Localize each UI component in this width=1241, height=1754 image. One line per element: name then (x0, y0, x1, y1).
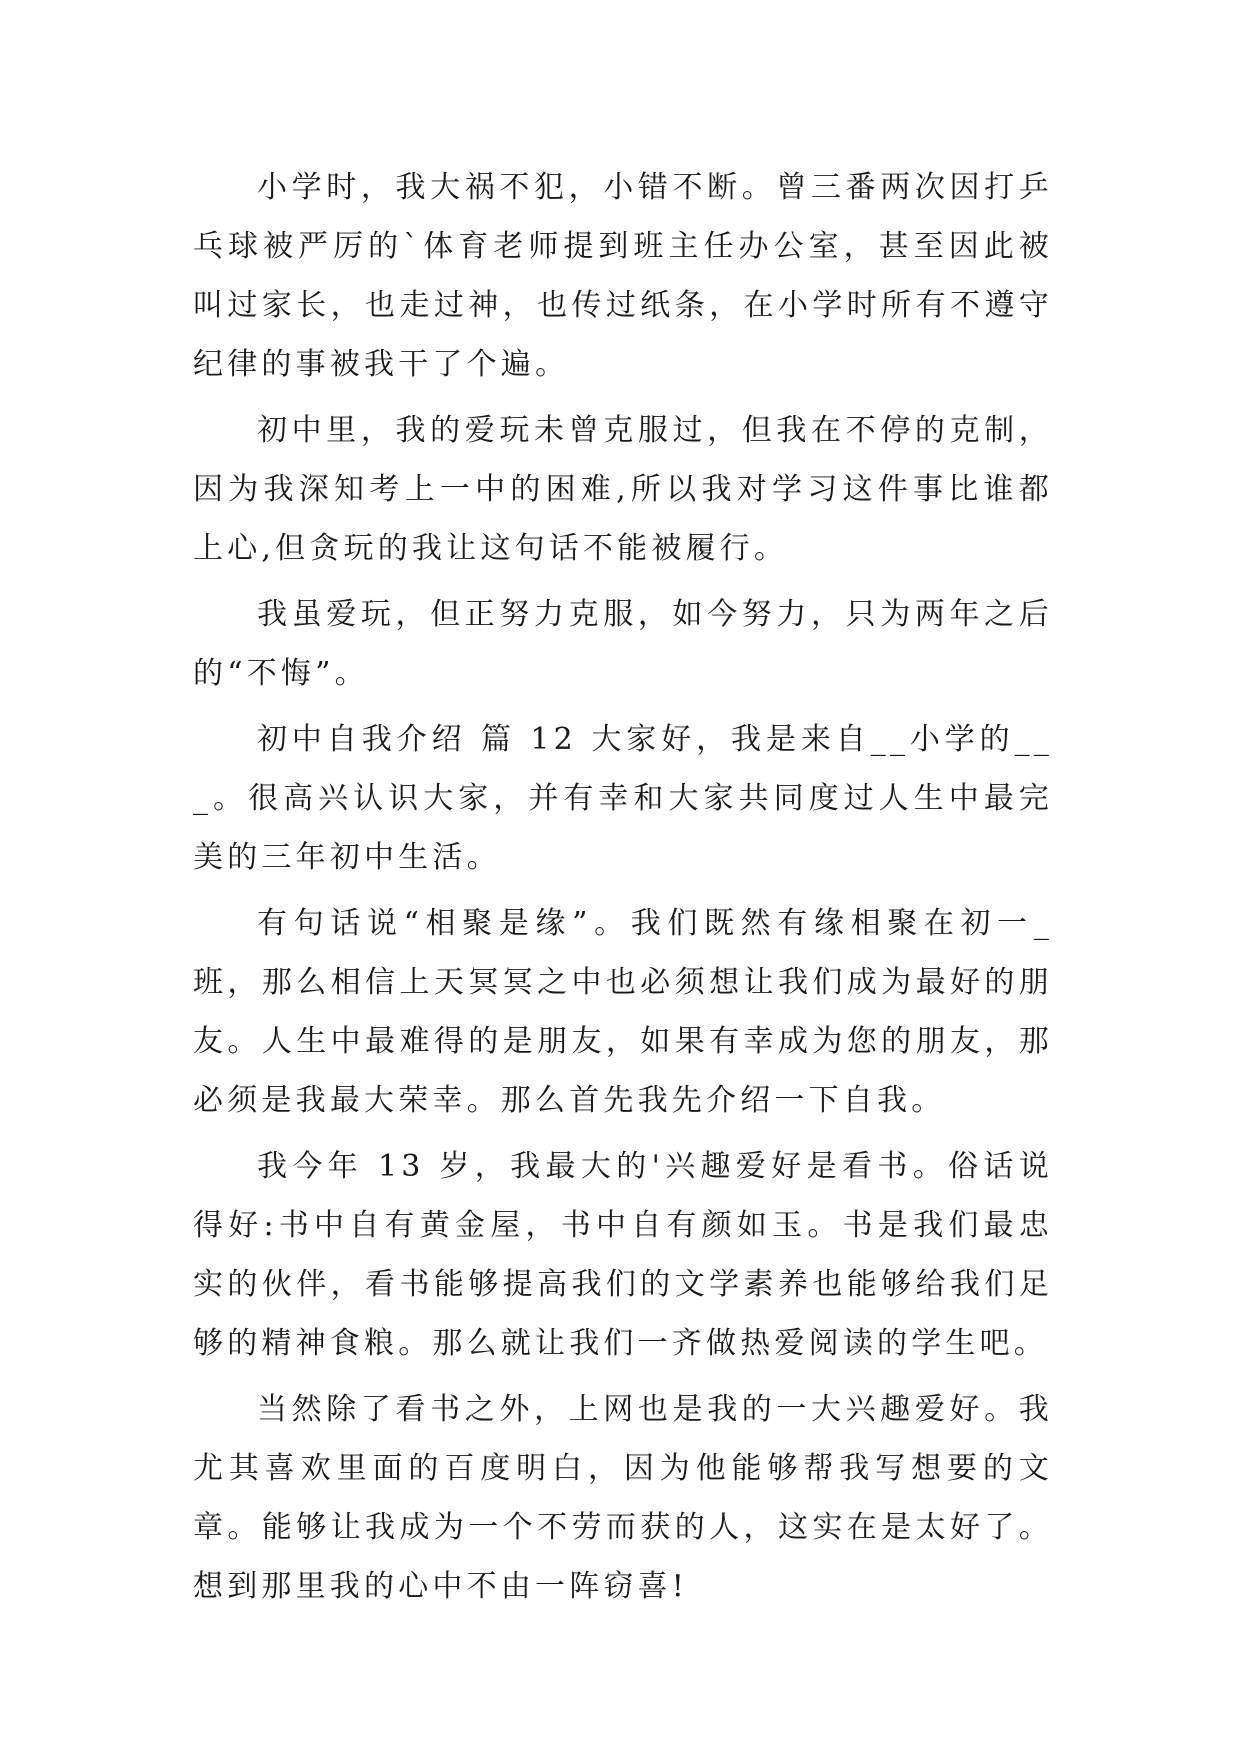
paragraph: 小学时，我大祸不犯，小错不断。曾三番两次因打乒乓球被严厉的`体育老师提到班主任办公室，甚至因此被叫过家长，也走过神，也传过纸条，在小学时所有不遵守纪律的事被我干了个遍。 (193, 170, 1053, 382)
paragraph: 初中里，我的爱玩未曾克服过，但我在不停的克制，因为我深知考上一中的困难,所以我对学习这件事比谁都上心,但贪玩的我让这句话不能被履行。 (193, 413, 1053, 566)
paragraph: 我虽爱玩，但正努力克服，如今努力，只为两年之后的“不悔”。 (193, 597, 1053, 691)
section-heading-paragraph: 初中自我介绍 篇 12 大家好，我是来自__小学的___。很高兴认识大家，并有幸和大家共同度过人生中最完美的三年初中生活。 (193, 722, 1053, 875)
paragraph: 当然除了看书之外，上网也是我的一大兴趣爱好。我尤其喜欢里面的百度明白，因为他能够帮我写想要的文章。能够让我成为一个不劳而获的人，这实在是太好了。想到那里我的心中不由一阵窃喜! (193, 1392, 1053, 1604)
paragraph: 有句话说“相聚是缘”。我们既然有缘相聚在初一_班，那么相信上天冥冥之中也必须想让我们成为最好的朋友。人生中最难得的是朋友，如果有幸成为您的朋友，那必须是我最大荣幸。那么首先我先介绍一下自我。 (193, 906, 1053, 1118)
document-body (193, 158, 1053, 1616)
paragraph: 我今年 13 岁，我最大的'兴趣爱好是看书。俗话说得好:书中自有黄金屋，书中自有颜如玉。书是我们最忠实的伙伴，看书能够提高我们的文学素养也能够给我们足够的精神食粮。那么就让我们一齐做热爱阅读的学生吧。 (193, 1149, 1053, 1361)
